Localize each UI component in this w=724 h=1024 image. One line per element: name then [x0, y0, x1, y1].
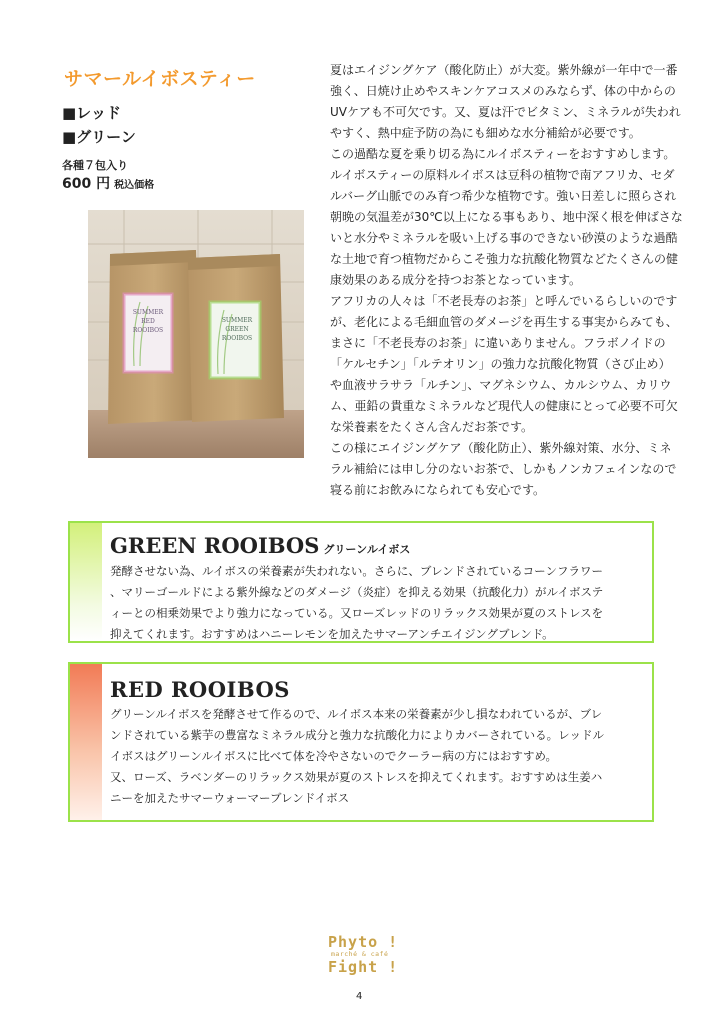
description-line: 夏はエイジングケア（酸化防止）が大変。紫外線が一年中で一番 — [330, 63, 678, 77]
description-line: UVケアも不可欠です。又、夏は汗でビタミン、ミネラルが失われ — [330, 105, 681, 119]
bag-green-label-line3: ROOIBOS — [221, 335, 253, 342]
page-number: 4 — [356, 991, 363, 1002]
green-rooibos-heading — [110, 533, 410, 558]
description-line: 康効果のある成分を持つお茶となっています。 — [330, 273, 582, 287]
red-rooibos-line: ニーを加えたサマーウォーマーブレンドイボス — [110, 791, 350, 805]
bag-red-label-line3: ROOIBOS — [132, 327, 164, 334]
red-rooibos-heading: RED ROOIBOS — [110, 677, 290, 702]
description-line: 「ケルセチン」「ルテオリン」の強力な抗酸化物質（さび止め） — [330, 357, 671, 371]
bag-green-label-line2: GREEN — [225, 326, 249, 333]
description-line: ルイボスティーの原料ルイボスは豆科の植物で南アフリカ、セダ — [330, 168, 675, 182]
green-rooibos-box — [68, 521, 654, 643]
description-line: やすく、熱中症予防の為にも細めな水分補給が必要です。 — [330, 126, 641, 140]
green-rooibos-line: 発酵させない為、ルイボスの栄養素が失われない。さらに、ブレンドされているコーンフラワー — [110, 564, 603, 578]
green-rooibos-description — [110, 561, 642, 645]
red-rooibos-line: イボスはグリーンルイボスに比べて体を冷やさないのでクーラー病の方にはおすすめ。 — [110, 749, 558, 763]
description-line: や血液サラサラ「ルチン」、マグネシウム、カルシウム、カリウ — [330, 378, 672, 392]
red-rooibos-box — [68, 662, 654, 822]
description-line: ルバーグ山脈でのみ育つ希少な植物です。強い日差しに照らされ — [330, 189, 677, 203]
variant-red: ■レッド — [62, 104, 122, 122]
phyto-fight-logo — [328, 934, 404, 975]
description-line: 寝る前にお飲みになられても安心です。 — [330, 483, 546, 497]
red-rooibos-line: グリーンルイボスを発酵させて作るので、ルイボス本来の栄養素が少し損なわれているが、ブレ — [110, 707, 603, 721]
red-rooibos-line: 又、ローズ、ラベンダーのリラックス効果が夏のストレスを抑えてくれます。おすすめは生姜ハ — [110, 770, 603, 784]
product-title: サマールイボスティー — [64, 68, 256, 90]
price: 600 円 — [62, 176, 111, 192]
green-rooibos-heading-text: GREEN ROOIBOS — [110, 533, 320, 558]
bag-red-label-line2: RED — [141, 318, 155, 325]
price-row — [62, 173, 154, 193]
description-line: が、老化による毛細血管のダメージを再生する事実からみても、 — [330, 315, 678, 329]
red-rooibos-description — [110, 704, 642, 809]
logo-line-1: Phyto ! — [328, 933, 399, 951]
description-line: な栄養素をたくさん含んだお茶です。 — [330, 420, 534, 434]
bag-red-label-line1: SUMMER — [132, 309, 164, 316]
red-accent-bar — [70, 664, 102, 820]
description-line: いと水分やミネラルを吸い上げる事のできない砂漠のような過酷 — [330, 231, 678, 245]
description-line: な土地で育つ植物だからこそ強力な抗酸化物質などたくさんの健 — [330, 252, 679, 266]
description-text — [330, 60, 690, 501]
green-rooibos-heading-sub: グリーンルイボス — [323, 543, 411, 556]
product-photo — [88, 210, 304, 458]
description-line: まさに「不老長寿のお茶」に違いありません。フラボノイドの — [330, 336, 666, 350]
description-line: ム、亜鉛の貴重なミネラルなど現代人の健康にとって必要不可欠 — [330, 399, 678, 413]
description-line: この様にエイジングケア（酸化防止）、紫外線対策、水分、ミネ — [330, 441, 672, 455]
variant-green: ■グリーン — [62, 128, 136, 146]
description-line: 朝晩の気温差が30℃以上になる事もあり、地中深く根を伸ばさな — [330, 210, 683, 224]
green-accent-bar — [70, 523, 102, 641]
description-line: ラル補給には申し分のないお茶で、しかもノンカフェインなので — [330, 462, 677, 476]
green-rooibos-line: 抑えてくれます。おすすめはハニーレモンを加えたサマーアンチエイジングブレンド。 — [110, 627, 554, 641]
tea-bags-image — [88, 210, 304, 458]
description-line: 強く、日焼け止めやスキンケアコスメのみならず、体の中からの — [330, 84, 676, 98]
logo-line-2: marché & café — [331, 950, 389, 958]
red-rooibos-line: ンドされている紫芋の豊富なミネラル成分と強力な抗酸化力によりカバーされている。レッドル — [110, 728, 605, 742]
tax-note: 税込価格 — [114, 180, 155, 191]
description-line: アフリカの人々は「不老長寿のお茶」と呼んでいるらしいのです — [330, 294, 678, 308]
bag-green-label-line1: SUMMER — [221, 317, 253, 324]
green-rooibos-line: ィーとの相乗効果でより強力になっている。又ローズレッドのリラックス効果が夏のストレスを — [110, 606, 604, 620]
green-rooibos-line: 、マリーゴールドによる紫外線などのダメージ（炎症）を抑える効果（抗酸化力）がルイボステ — [110, 585, 604, 599]
pack-count: 各種７包入り — [62, 159, 128, 172]
description-line: この過酷な夏を乗り切る為にルイボスティーをおすすめします。 — [330, 147, 676, 161]
logo-line-3: Fight ! — [328, 958, 399, 976]
